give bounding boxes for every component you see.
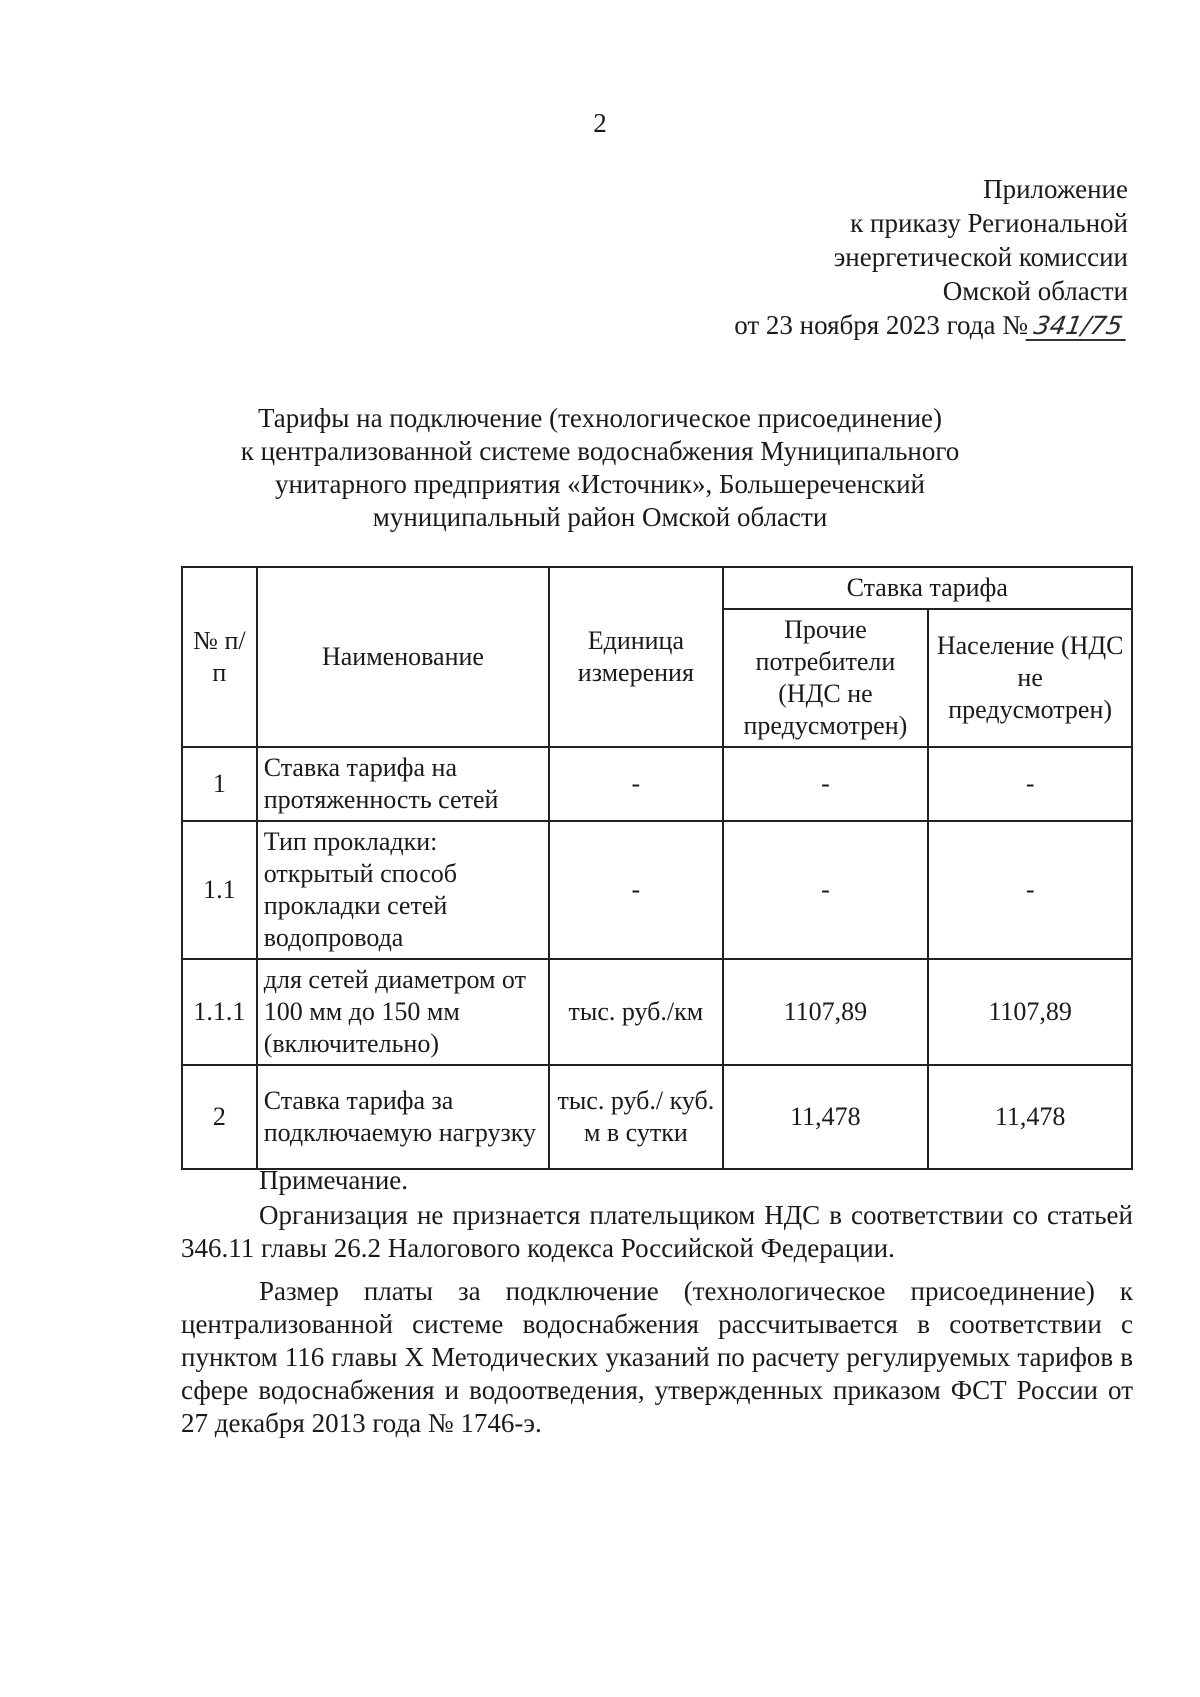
cell-no: 1.1.1	[182, 959, 257, 1065]
cell-population: 11,478	[928, 1065, 1132, 1169]
cell-no: 1.1	[182, 821, 257, 959]
cell-no: 2	[182, 1065, 257, 1169]
title-line: Тарифы на подключение (технологическое присоединение)	[257, 403, 943, 433]
header-unit: Единица измерения	[549, 567, 722, 747]
cell-name: Тип прокладки: открытый способ прокладки сетей водопровода	[257, 821, 549, 959]
table-row	[182, 747, 1132, 821]
note-paragraph: Размер платы за подключение (технологическое присоединение) к централизованной системе водоснабжения рассчитывается в соответствии с пунктом 116 главы X Методических указаний по расчету регулируемых тарифов в сфере водоснабжения и водоотведения, утвержденных приказом ФСТ России от 27 декабря 2013 года № 1746-э.	[181, 1276, 1133, 1438]
cell-other: 1107,89	[723, 959, 929, 1065]
table-row	[182, 821, 1132, 959]
cell-unit: тыс. руб./ куб. м в сутки	[549, 1065, 722, 1169]
cell-other: 11,478	[723, 1065, 929, 1169]
page-number: 2	[593, 108, 607, 138]
header-population: Население (НДС не предусмотрен)	[928, 609, 1132, 747]
appendix-line: Омской области	[942, 276, 1128, 306]
title-line: к централизованной системе водоснабжения Муниципального	[240, 436, 960, 466]
appendix-line: энергетической комиссии	[833, 242, 1128, 272]
appendix-line: к приказу Региональной	[850, 208, 1128, 238]
appendix-date: от 23 ноября 2023 года №	[734, 310, 1028, 340]
cell-unit: -	[549, 821, 722, 959]
header-no: № п/п	[182, 567, 257, 747]
note-paragraph: Организация не признается плательщиком НДС в соответствии со статьей 346.11 главы 26.2 Налогового кодекса Российской Федерации.	[181, 1200, 1133, 1263]
header-name: Наименование	[257, 567, 549, 747]
cell-unit: -	[549, 747, 722, 821]
appendix-block	[734, 172, 1128, 342]
tariff-table	[181, 566, 1133, 1170]
cell-name: для сетей диаметром от 100 мм до 150 мм (включительно)	[257, 959, 549, 1065]
cell-population: -	[928, 747, 1132, 821]
note-section	[181, 1164, 1133, 1440]
cell-unit: тыс. руб./км	[549, 959, 722, 1065]
order-number-handwritten: 341/75	[1026, 313, 1131, 341]
appendix-line: Приложение	[983, 174, 1128, 204]
note-heading: Примечание.	[259, 1165, 409, 1195]
document-title	[0, 402, 1200, 534]
cell-name: Ставка тарифа за подключаемую нагрузку	[257, 1065, 549, 1169]
cell-other: -	[723, 747, 929, 821]
table-row	[182, 1065, 1132, 1169]
cell-other: -	[723, 821, 929, 959]
table-row	[182, 959, 1132, 1065]
title-line: унитарного предприятия «Источник», Большереченский	[274, 469, 926, 499]
cell-name: Ставка тарифа на протяженность сетей	[257, 747, 549, 821]
cell-population: 1107,89	[928, 959, 1132, 1065]
title-line: муниципальный район Омской области	[372, 502, 828, 532]
cell-population: -	[928, 821, 1132, 959]
cell-no: 1	[182, 747, 257, 821]
appendix-date-line	[734, 308, 1128, 342]
header-rate-group: Ставка тарифа	[723, 567, 1132, 609]
header-other-consumers: Прочие потребители (НДС не предусмотрен)	[723, 609, 929, 747]
